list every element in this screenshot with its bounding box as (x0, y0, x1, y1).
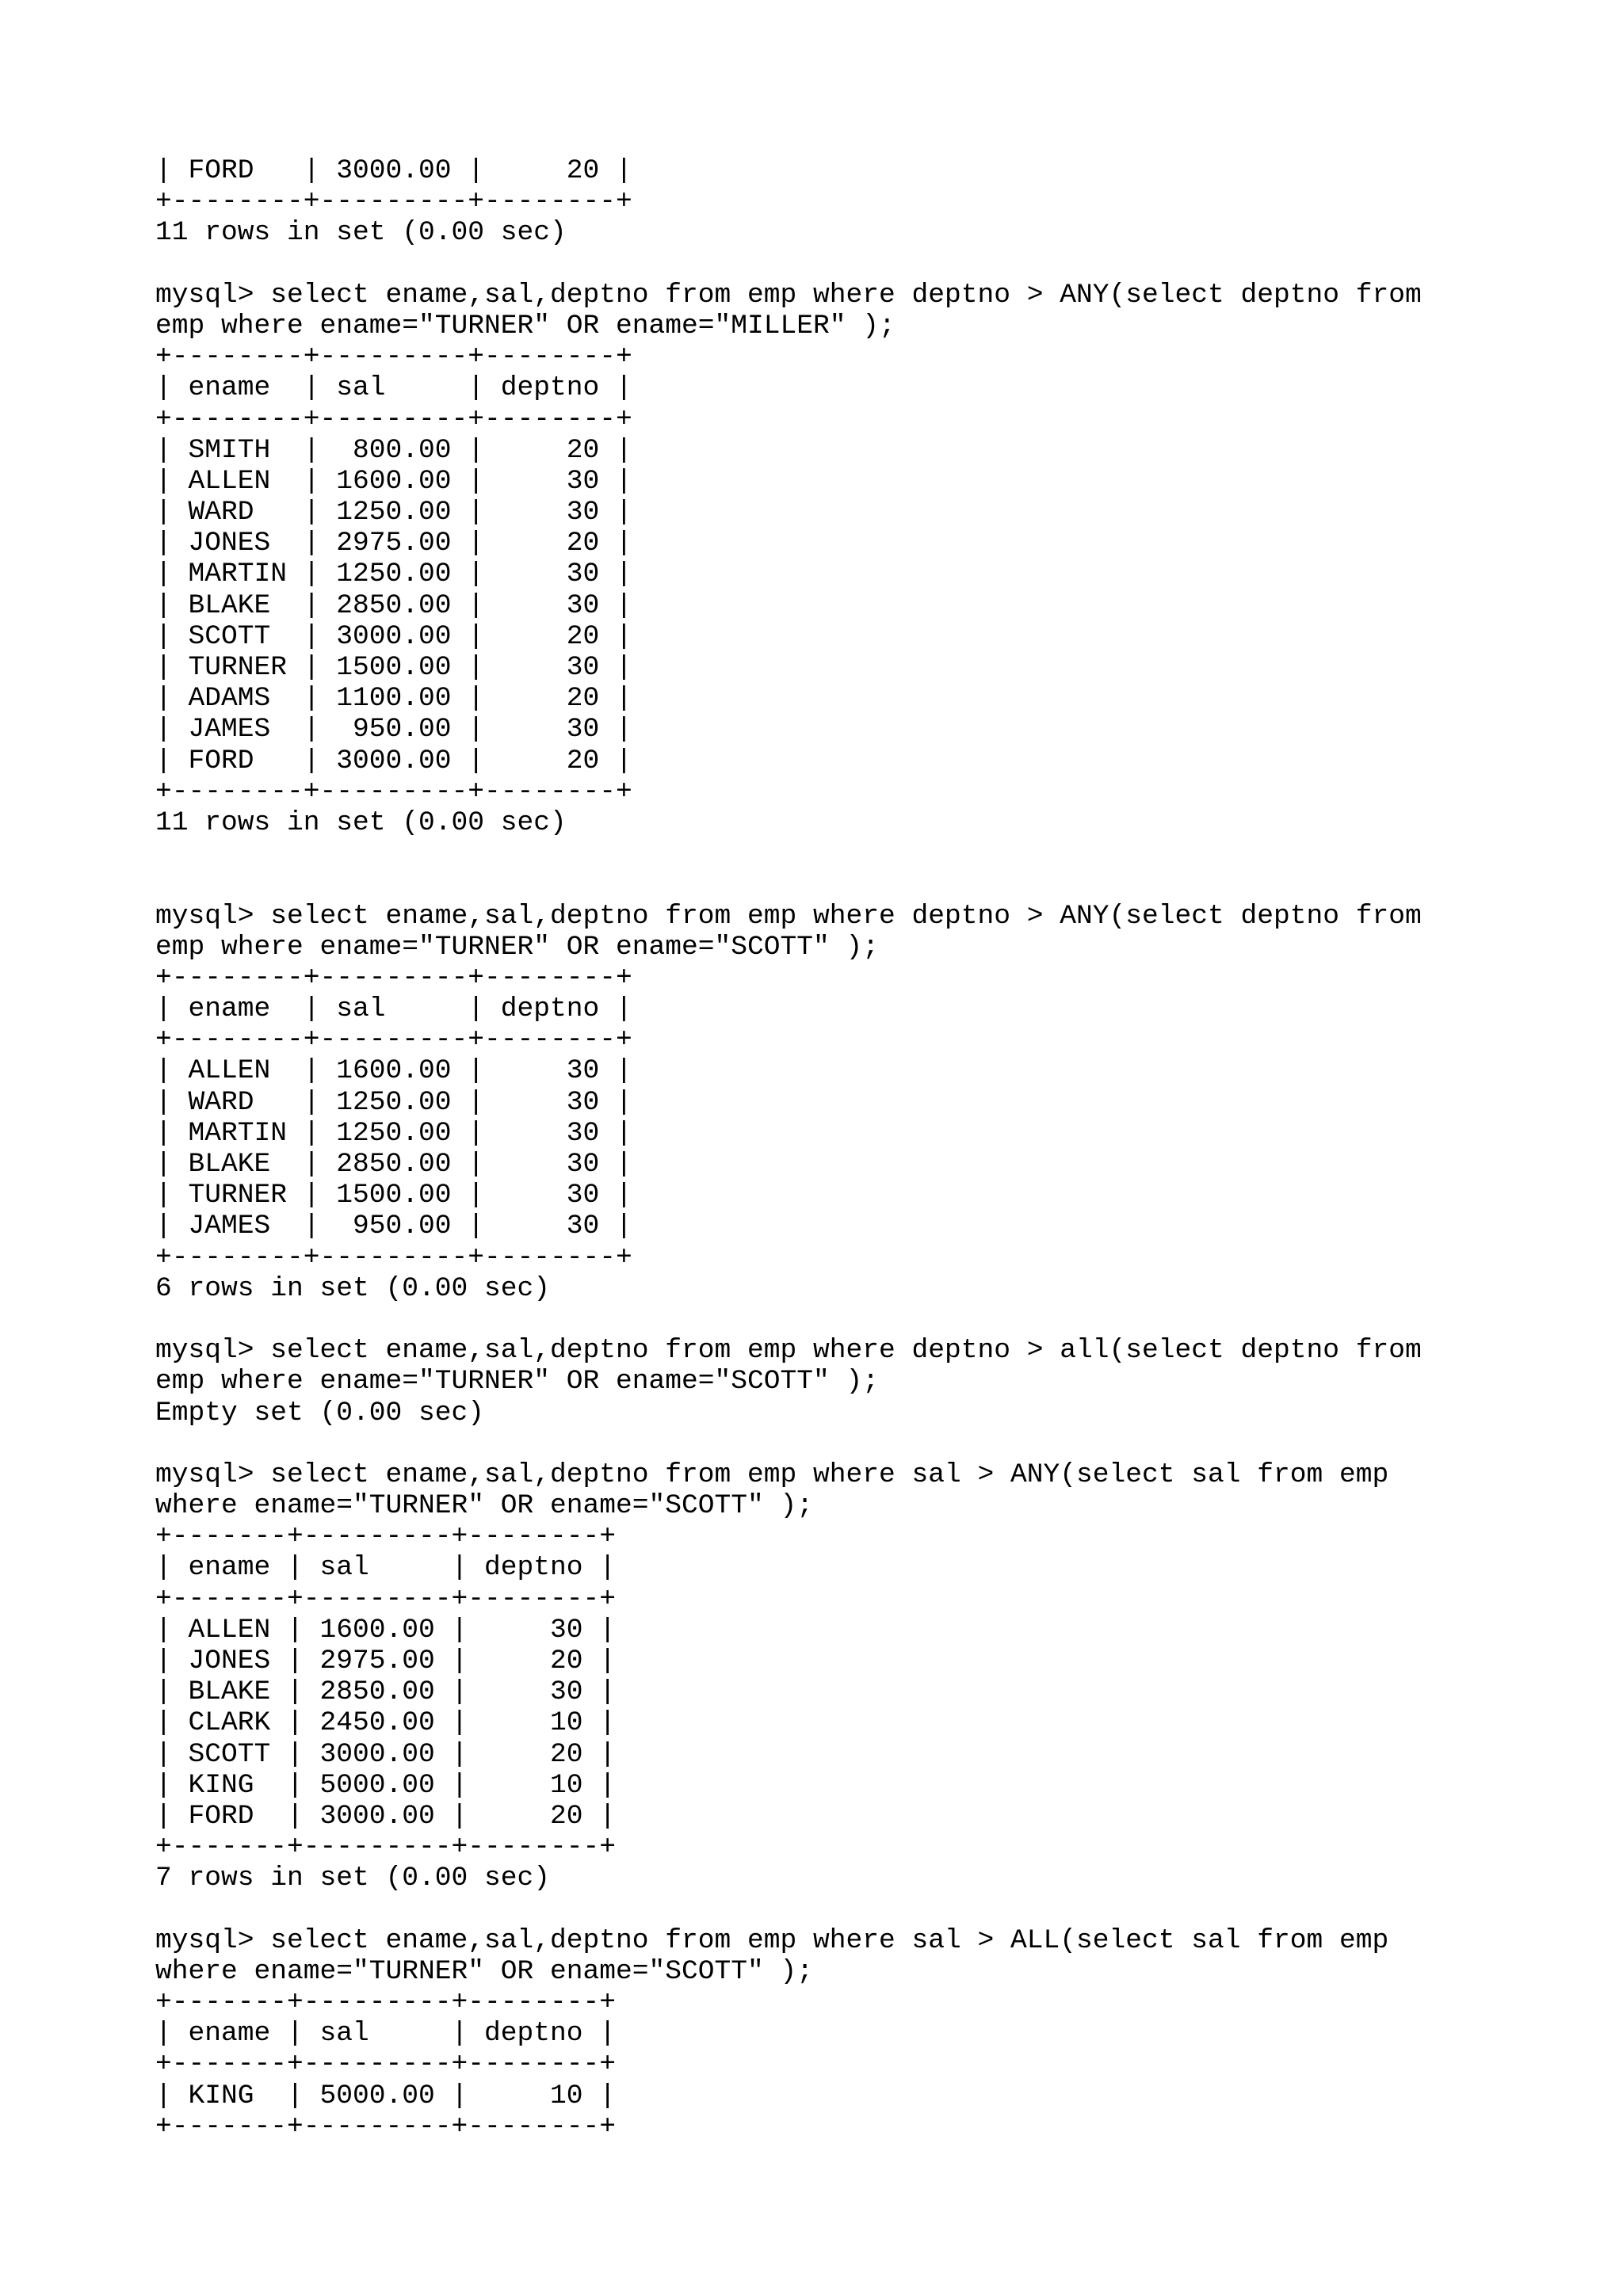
table-row: | SCOTT | 3000.00 | 20 | (155, 620, 632, 652)
result-status-line: 6 rows in set (0.00 sec) (155, 1272, 551, 1304)
table-row: | KING | 5000.00 | 10 | (155, 1769, 617, 1801)
blank-line (155, 869, 1613, 900)
table-border-line: +-------+---------+--------+ (155, 2111, 617, 2142)
sql-query-line: mysql> select ename,sal,deptno from emp where sal > ANY(select sal from emp (155, 1459, 1389, 1490)
table-row: | ename | sal | deptno | (155, 372, 632, 404)
table-border-line: +--------+---------+--------+ (155, 1024, 632, 1056)
table-row: | JONES | 2975.00 | 20 | (155, 528, 632, 559)
table-row: | ename | sal | deptno | (155, 1552, 617, 1584)
table-row: | KING | 5000.00 | 10 | (155, 2080, 617, 2111)
text-line: emp where ename="TURNER" OR ename="MILLER" ); (155, 310, 896, 341)
table-row: | ALLEN | 1600.00 | 30 | (155, 1055, 632, 1087)
table-row: | SCOTT | 3000.00 | 20 | (155, 1738, 617, 1770)
blank-line (155, 1894, 1613, 1925)
sql-query-line: mysql> select ename,sal,deptno from emp where deptno > ANY(select deptno from (155, 279, 1422, 311)
table-border-line: +-------+---------+--------+ (155, 1521, 617, 1553)
table-row: | FORD | 3000.00 | 20 | (155, 155, 632, 186)
table-row: | WARD | 1250.00 | 30 | (155, 1086, 632, 1118)
result-status-line: 11 rows in set (0.00 sec) (155, 217, 567, 249)
table-border-line: +-------+---------+--------+ (155, 1987, 617, 2019)
table-row: | SMITH | 800.00 | 20 | (155, 434, 632, 466)
table-border-line: +--------+---------+--------+ (155, 403, 632, 435)
blank-line (155, 1304, 1613, 1335)
text-line: where ename="TURNER" OR ename="SCOTT" ); (155, 1490, 814, 1522)
table-row: | ename | sal | deptno | (155, 2018, 617, 2050)
text-line: emp where ename="TURNER" OR ename="SCOTT" ); (155, 931, 880, 963)
table-row: | MARTIN | 1250.00 | 30 | (155, 559, 632, 590)
table-border-line: +-------+---------+--------+ (155, 2049, 617, 2081)
table-row: | ALLEN | 1600.00 | 30 | (155, 1614, 617, 1646)
blank-line (155, 249, 1613, 280)
table-border-line: +--------+---------+--------+ (155, 776, 632, 807)
mysql-session-transcript (155, 155, 1613, 2142)
table-border-line: +--------+---------+--------+ (155, 186, 632, 218)
table-row: | ADAMS | 1100.00 | 20 | (155, 683, 632, 715)
table-row: | WARD | 1250.00 | 30 | (155, 497, 632, 528)
table-row: | TURNER | 1500.00 | 30 | (155, 652, 632, 683)
table-row: | FORD | 3000.00 | 20 | (155, 1800, 617, 1832)
sql-query-line: mysql> select ename,sal,deptno from emp where deptno > ANY(select deptno from (155, 900, 1422, 932)
table-row: | FORD | 3000.00 | 20 | (155, 745, 632, 776)
table-row: | TURNER | 1500.00 | 30 | (155, 1180, 632, 1211)
text-line: where ename="TURNER" OR ename="SCOTT" ); (155, 1955, 814, 1987)
table-row: | ALLEN | 1600.00 | 30 | (155, 465, 632, 497)
table-row: | JAMES | 950.00 | 30 | (155, 1211, 632, 1242)
table-row: | JONES | 2975.00 | 20 | (155, 1646, 617, 1676)
text-line: emp where ename="TURNER" OR ename="SCOTT" ); (155, 1366, 880, 1398)
blank-line (155, 838, 1613, 869)
result-status-line: Empty set (0.00 sec) (155, 1397, 485, 1428)
result-status-line: 11 rows in set (0.00 sec) (155, 807, 567, 838)
table-row: | ename | sal | deptno | (155, 994, 632, 1025)
table-border-line: +--------+---------+--------+ (155, 1241, 632, 1273)
sql-query-line: mysql> select ename,sal,deptno from emp where sal > ALL(select sal from emp (155, 1924, 1389, 1956)
table-row: | MARTIN | 1250.00 | 30 | (155, 1117, 632, 1149)
table-row: | JAMES | 950.00 | 30 | (155, 714, 632, 746)
table-border-line: +--------+---------+--------+ (155, 341, 632, 373)
table-row: | BLAKE | 2850.00 | 30 | (155, 589, 632, 621)
sql-query-line: mysql> select ename,sal,deptno from emp where deptno > all(select deptno from (155, 1335, 1422, 1367)
table-row: | CLARK | 2450.00 | 10 | (155, 1707, 617, 1739)
blank-line (155, 1428, 1613, 1459)
table-row: | BLAKE | 2850.00 | 30 | (155, 1676, 617, 1708)
table-border-line: +--------+---------+--------+ (155, 962, 632, 994)
result-status-line: 7 rows in set (0.00 sec) (155, 1863, 551, 1894)
table-border-line: +-------+---------+--------+ (155, 1583, 617, 1615)
table-row: | BLAKE | 2850.00 | 30 | (155, 1149, 632, 1180)
table-border-line: +-------+---------+--------+ (155, 1832, 617, 1863)
